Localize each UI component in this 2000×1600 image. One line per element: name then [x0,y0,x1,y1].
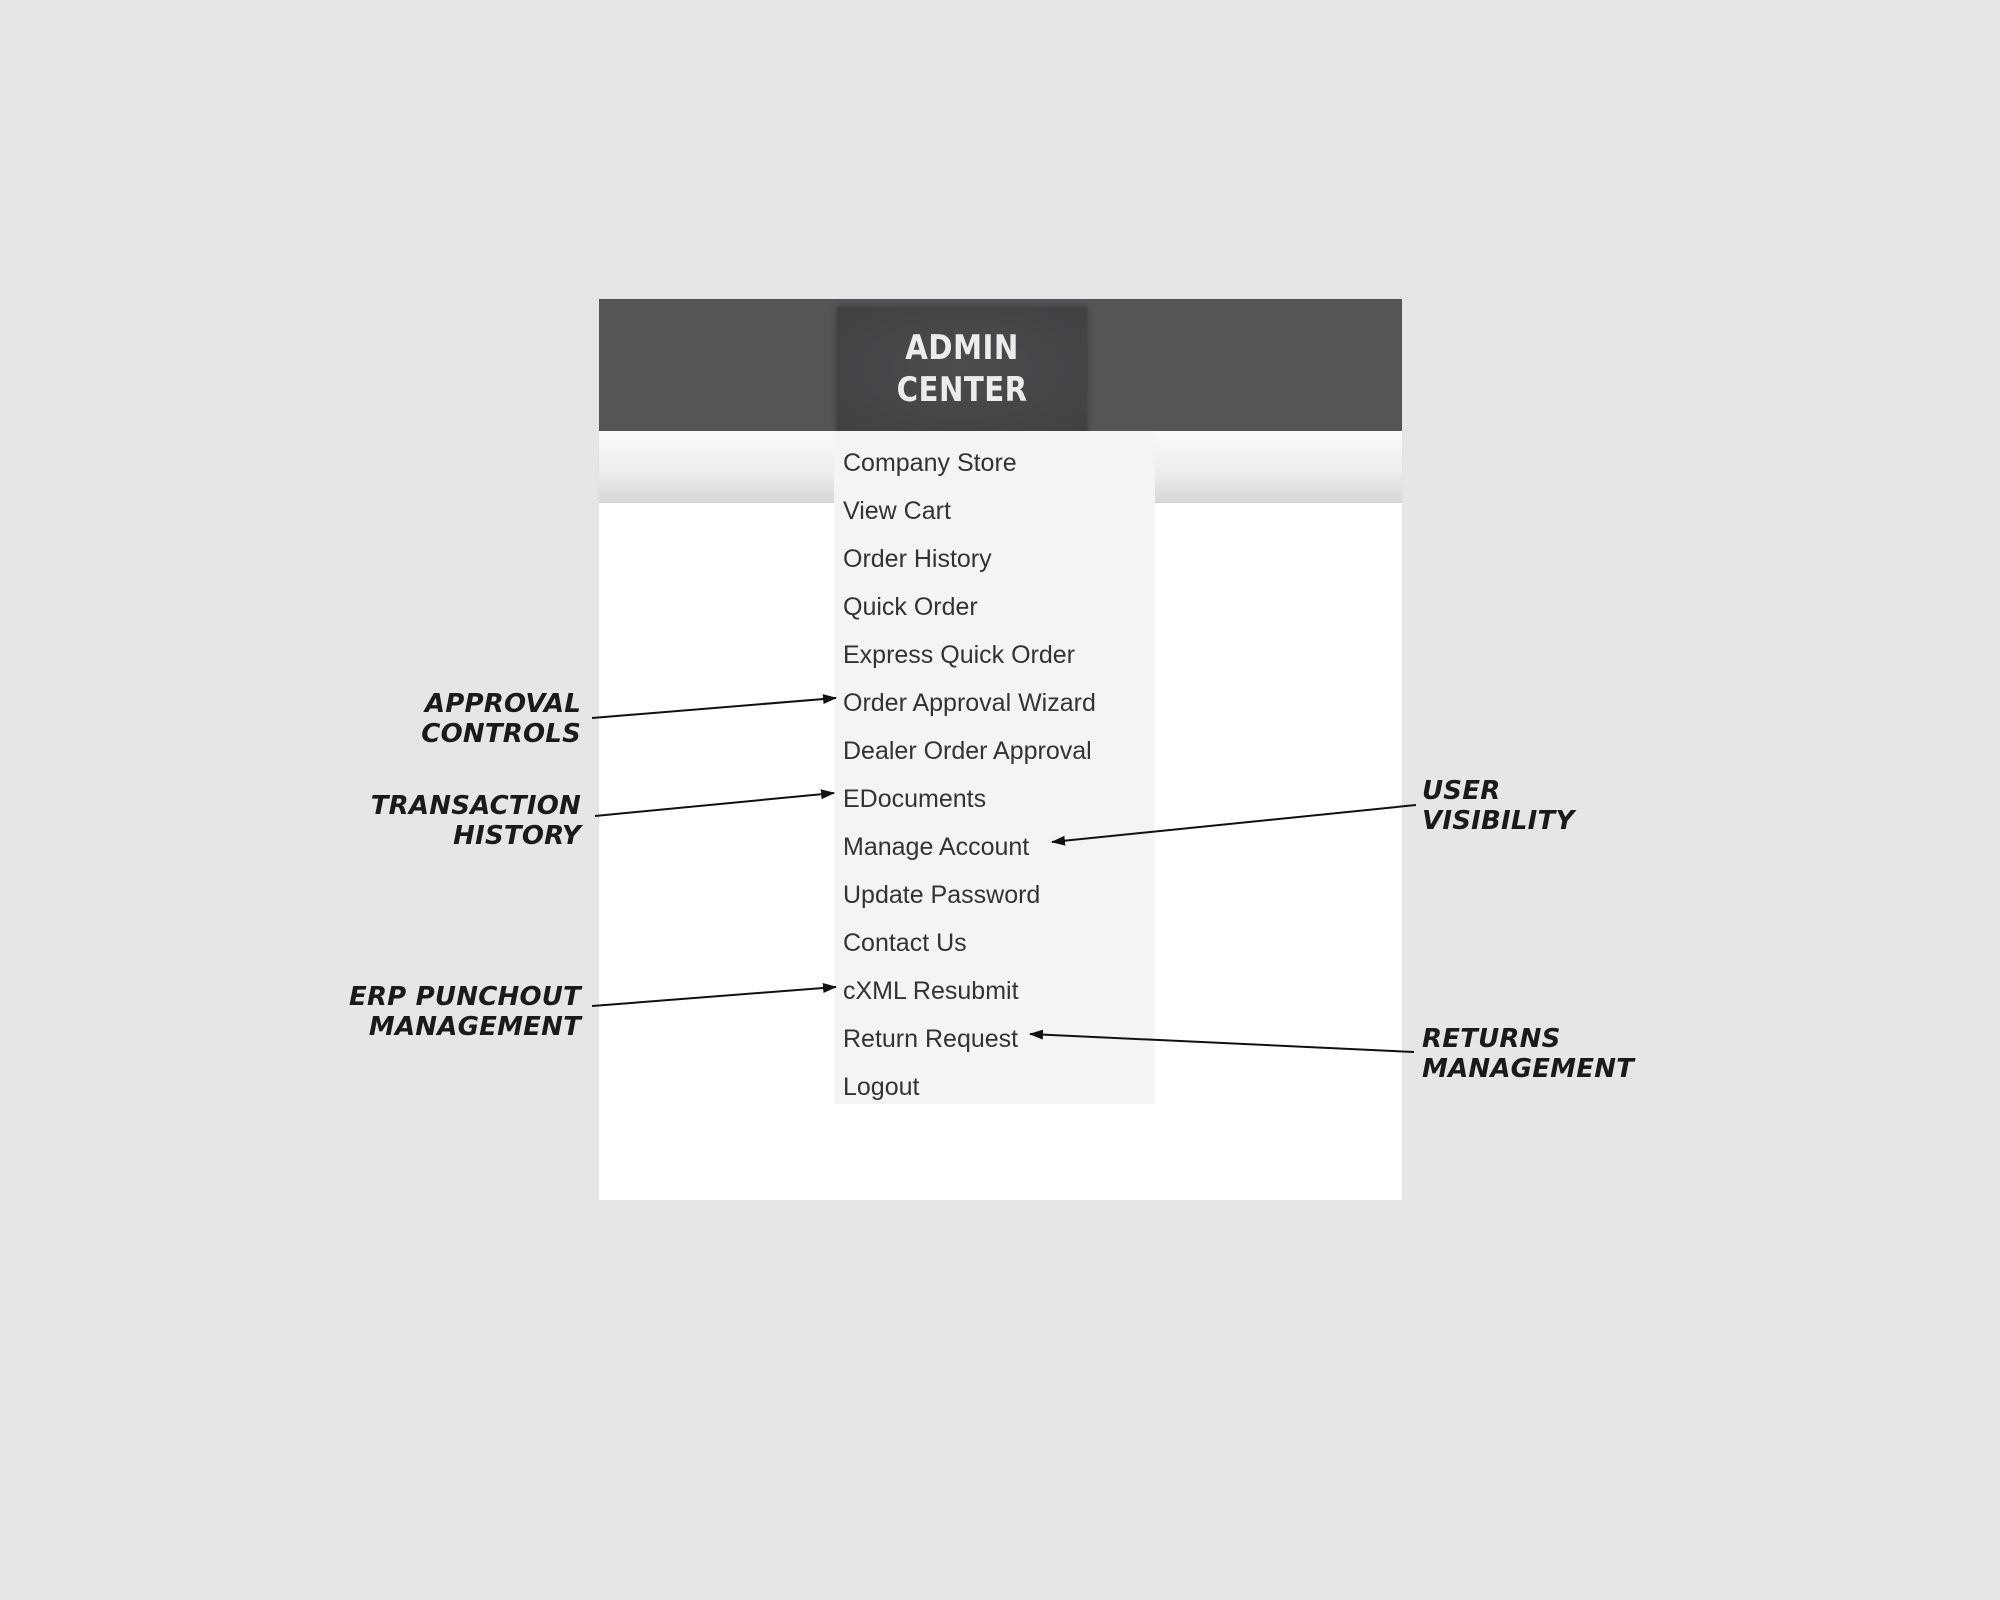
callout-erp-punchout-management [321,982,581,1042]
callout-approval-line1: APPROVAL [424,689,581,719]
callout-returns-line2: MANAGEMENT [1422,1054,1635,1084]
menu-item-dealer-order-approval[interactable]: Dealer Order Approval [843,737,1092,765]
menu-item-logout[interactable]: Logout [843,1073,920,1101]
menu-item-quick-order[interactable]: Quick Order [843,593,978,621]
admin-dropdown-menu [834,431,1155,1104]
callout-user-line1: USER [1422,776,1501,806]
callout-user-line2: VISIBILITY [1422,806,1575,836]
callout-approval-controls [381,689,581,749]
menu-item-edocuments[interactable]: EDocuments [843,785,987,813]
menu-item-contact-us[interactable]: Contact Us [843,929,967,957]
callout-returns-management [1422,1024,1662,1084]
menu-item-manage-account[interactable]: Manage Account [843,833,1030,861]
admin-center-label-line1: ADMIN [905,328,1019,368]
callout-returns-line1: RETURNS [1422,1024,1561,1054]
menu-item-company-store[interactable]: Company Store [843,449,1017,477]
callout-transaction-history [341,791,581,851]
callout-approval-line2: CONTROLS [421,719,581,749]
callout-erp-line2: MANAGEMENT [368,1012,581,1042]
menu-item-order-history[interactable]: Order History [843,545,992,573]
callout-transaction-line2: HISTORY [453,821,581,851]
menu-item-update-password[interactable]: Update Password [843,881,1041,909]
admin-center-tab[interactable] [837,307,1087,431]
menu-item-return-request[interactable]: Return Request [843,1025,1019,1053]
callout-transaction-line1: TRANSACTION [370,791,581,821]
callout-user-visibility [1422,776,1642,836]
menu-item-order-approval-wizard[interactable]: Order Approval Wizard [843,689,1096,717]
menu-item-view-cart[interactable]: View Cart [843,497,951,525]
menu-item-cxml-resubmit[interactable]: cXML Resubmit [843,977,1019,1005]
menu-item-express-quick-order[interactable]: Express Quick Order [843,641,1076,669]
admin-menu-panel [599,299,1402,1200]
admin-center-label-line2: CENTER [896,370,1028,410]
callout-erp-line1: ERP PUNCHOUT [348,982,581,1012]
